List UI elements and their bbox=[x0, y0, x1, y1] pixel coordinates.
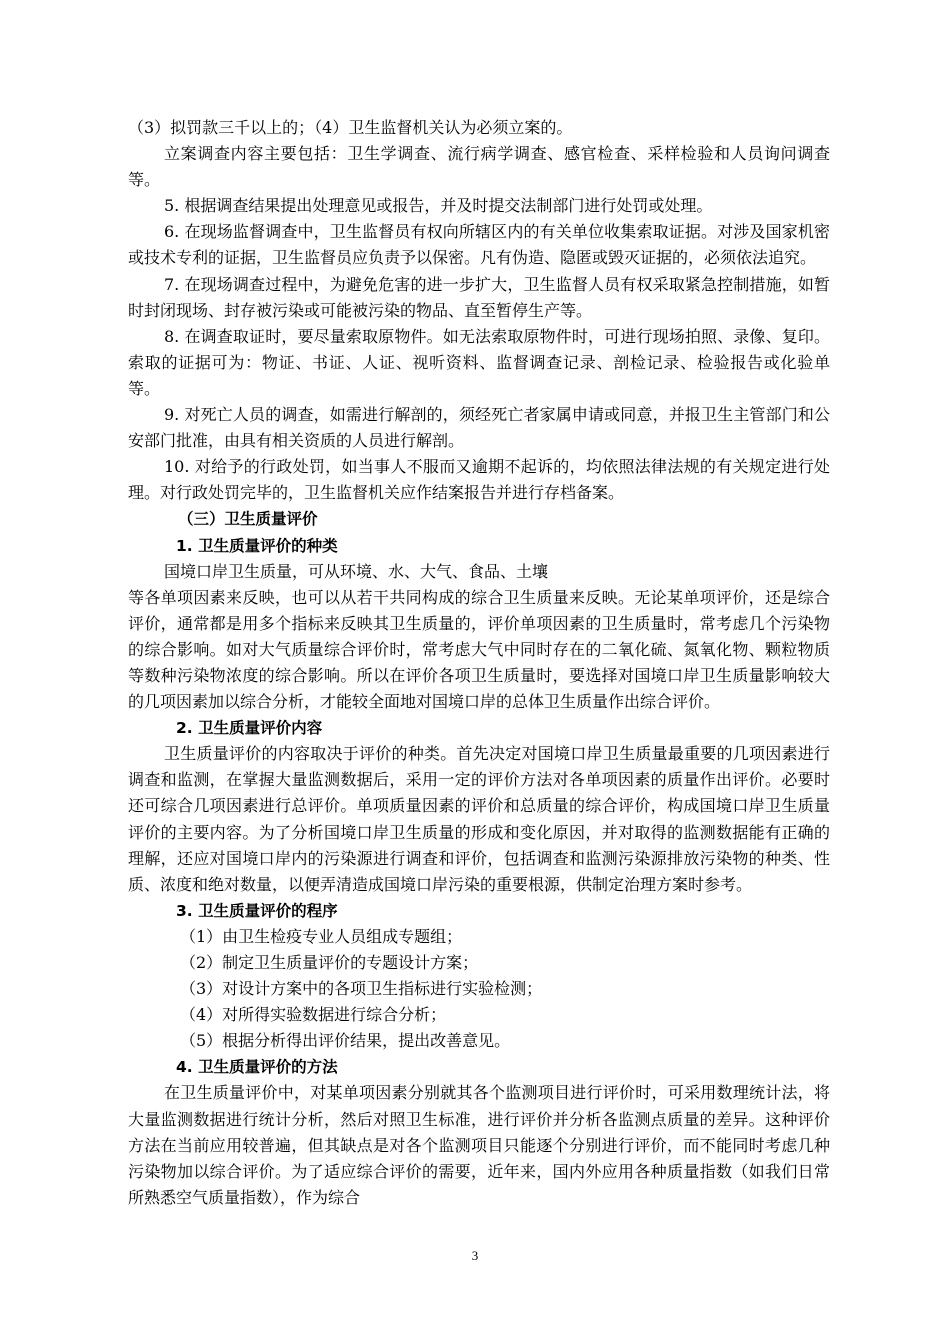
subsection-heading: 4. 卫生质量评价的方法 bbox=[176, 1058, 338, 1077]
list-item: （2）制定卫生质量评价的专题设计方案； bbox=[180, 953, 479, 972]
paragraph: 9. 对死亡人员的调查，如需进行解剖的，须经死亡者家属申请或同意，并报卫生主管部门和公安部门批准，由具有相关资质的人员进行解剖。 bbox=[128, 405, 830, 451]
list-item: （3）对设计方案中的各项卫生指标进行实验检测； bbox=[180, 979, 543, 999]
subsection-heading: 2. 卫生质量评价内容 bbox=[176, 719, 323, 738]
paragraph: 等各单项因素来反映，也可以从若干共同构成的综合卫生质量来反映。无论某单项评价，还是综合评价，通常都是用多个指标来反映其卫生质量的，评价单项因素的卫生质量时，常考虑几个污染物的综合影响。如对大气质量综合评价时，常考虑大气中同时存在的二氧化硫、氮氧化物、颗粒物质等数种污染物浓度的综合影响。所以在评价各项卫生质量时，要选择对国境口岸卫生质量影响较大的几项因素加以综合分析，才能较全面地对国境口岸的总体卫生质量作出综合评价。 bbox=[128, 587, 830, 712]
paragraph: 6. 在现场监督调查中，卫生监督员有权向所辖区内的有关单位收集索取证据。对涉及国家机密或技术专利的证据，卫生监督员应负责予以保密。凡有伪造、隐匿或毁灭证据的，必须依法追究。 bbox=[128, 222, 830, 268]
paragraph: 卫生质量评价的内容取决于评价的种类。首先决定对国境口岸卫生质量最重要的几项因素进行调查和监测，在掌握大量监测数据后，采用一定的评价方法对各单项因素的质量作出评价。必要时还可综合几项因素进行总评价。单项质量因素的评价和总质量的综合评价，构成国境口岸卫生质量评价的主要内容。为了分析国境口岸卫生质量的形成和变化原因，并对取得的监测数据能有正确的理解，还应对国境口岸内的污染源进行调查和评价，包括调查和监测污染源排放污染物的种类、性质、浓度和绝对数量，以便弄清造成国境口岸污染的重要根源，供制定治理方案时参考。 bbox=[128, 744, 830, 894]
paragraph: 国境口岸卫生质量，可从环境、水、大气、食品、土壤 bbox=[164, 561, 549, 581]
section-heading: （三）卫生质量评价 bbox=[178, 510, 318, 529]
paragraph: （3）拟罚款三千以上的；（4）卫生监督机关认为必须立案的。 bbox=[128, 118, 573, 137]
subsection-heading: 3. 卫生质量评价的程序 bbox=[176, 901, 338, 920]
page-number: 3 bbox=[471, 1248, 479, 1263]
paragraph: 7. 在现场调查过程中，为避免危害的进一步扩大，卫生监督人员有权采取紧急控制措施，如暂时封闭现场、封存被污染或可能被污染的物品、直至暂停生产等。 bbox=[128, 274, 830, 320]
paragraph: 立案调查内容主要包括：卫生学调查、流行病学调查、感官检查、采样检验和人员询问调查等。 bbox=[128, 144, 830, 190]
subsection-heading: 1. 卫生质量评价的种类 bbox=[176, 536, 338, 555]
list-item: （4）对所得实验数据进行综合分析； bbox=[180, 1005, 447, 1025]
paragraph: 10. 对给予的行政处罚，如当事人不服而又逾期不起诉的，均依照法律法规的有关规定进行处理。对行政处罚完毕的，卫生监督机关应作结案报告并进行存档备案。 bbox=[128, 457, 830, 503]
document-body bbox=[128, 115, 830, 1211]
list-item: （1）由卫生检疫专业人员组成专题组； bbox=[180, 926, 463, 946]
list-item: （5）根据分析得出评价结果，提出改善意见。 bbox=[180, 1031, 511, 1051]
paragraph: 8. 在调查取证时，要尽量索取原物件。如无法索取原物件时，可进行现场拍照、录像、复印。索取的证据可为：物证、书证、人证、视听资料、监督调查记录、剖检记录、检验报告或化验单等。 bbox=[128, 326, 830, 398]
paragraph: 5. 根据调查结果提出处理意见或报告，并及时提交法制部门进行处罚或处理。 bbox=[164, 196, 713, 216]
paragraph: 在卫生质量评价中，对某单项因素分别就其各个监测项目进行评价时，可采用数理统计法，将大量监测数据进行统计分析，然后对照卫生标准，进行评价并分析各监测点质量的差异。这种评价方法在当前应用较普遍，但其缺点是对各个监测项目只能逐个分别进行评价，而不能同时考虑几种污染物加以综合评价。为了适应综合评价的需要，近年来，国内外应用各种质量指数（如我们日常所熟悉空气质量指数），作为综合 bbox=[128, 1083, 830, 1207]
